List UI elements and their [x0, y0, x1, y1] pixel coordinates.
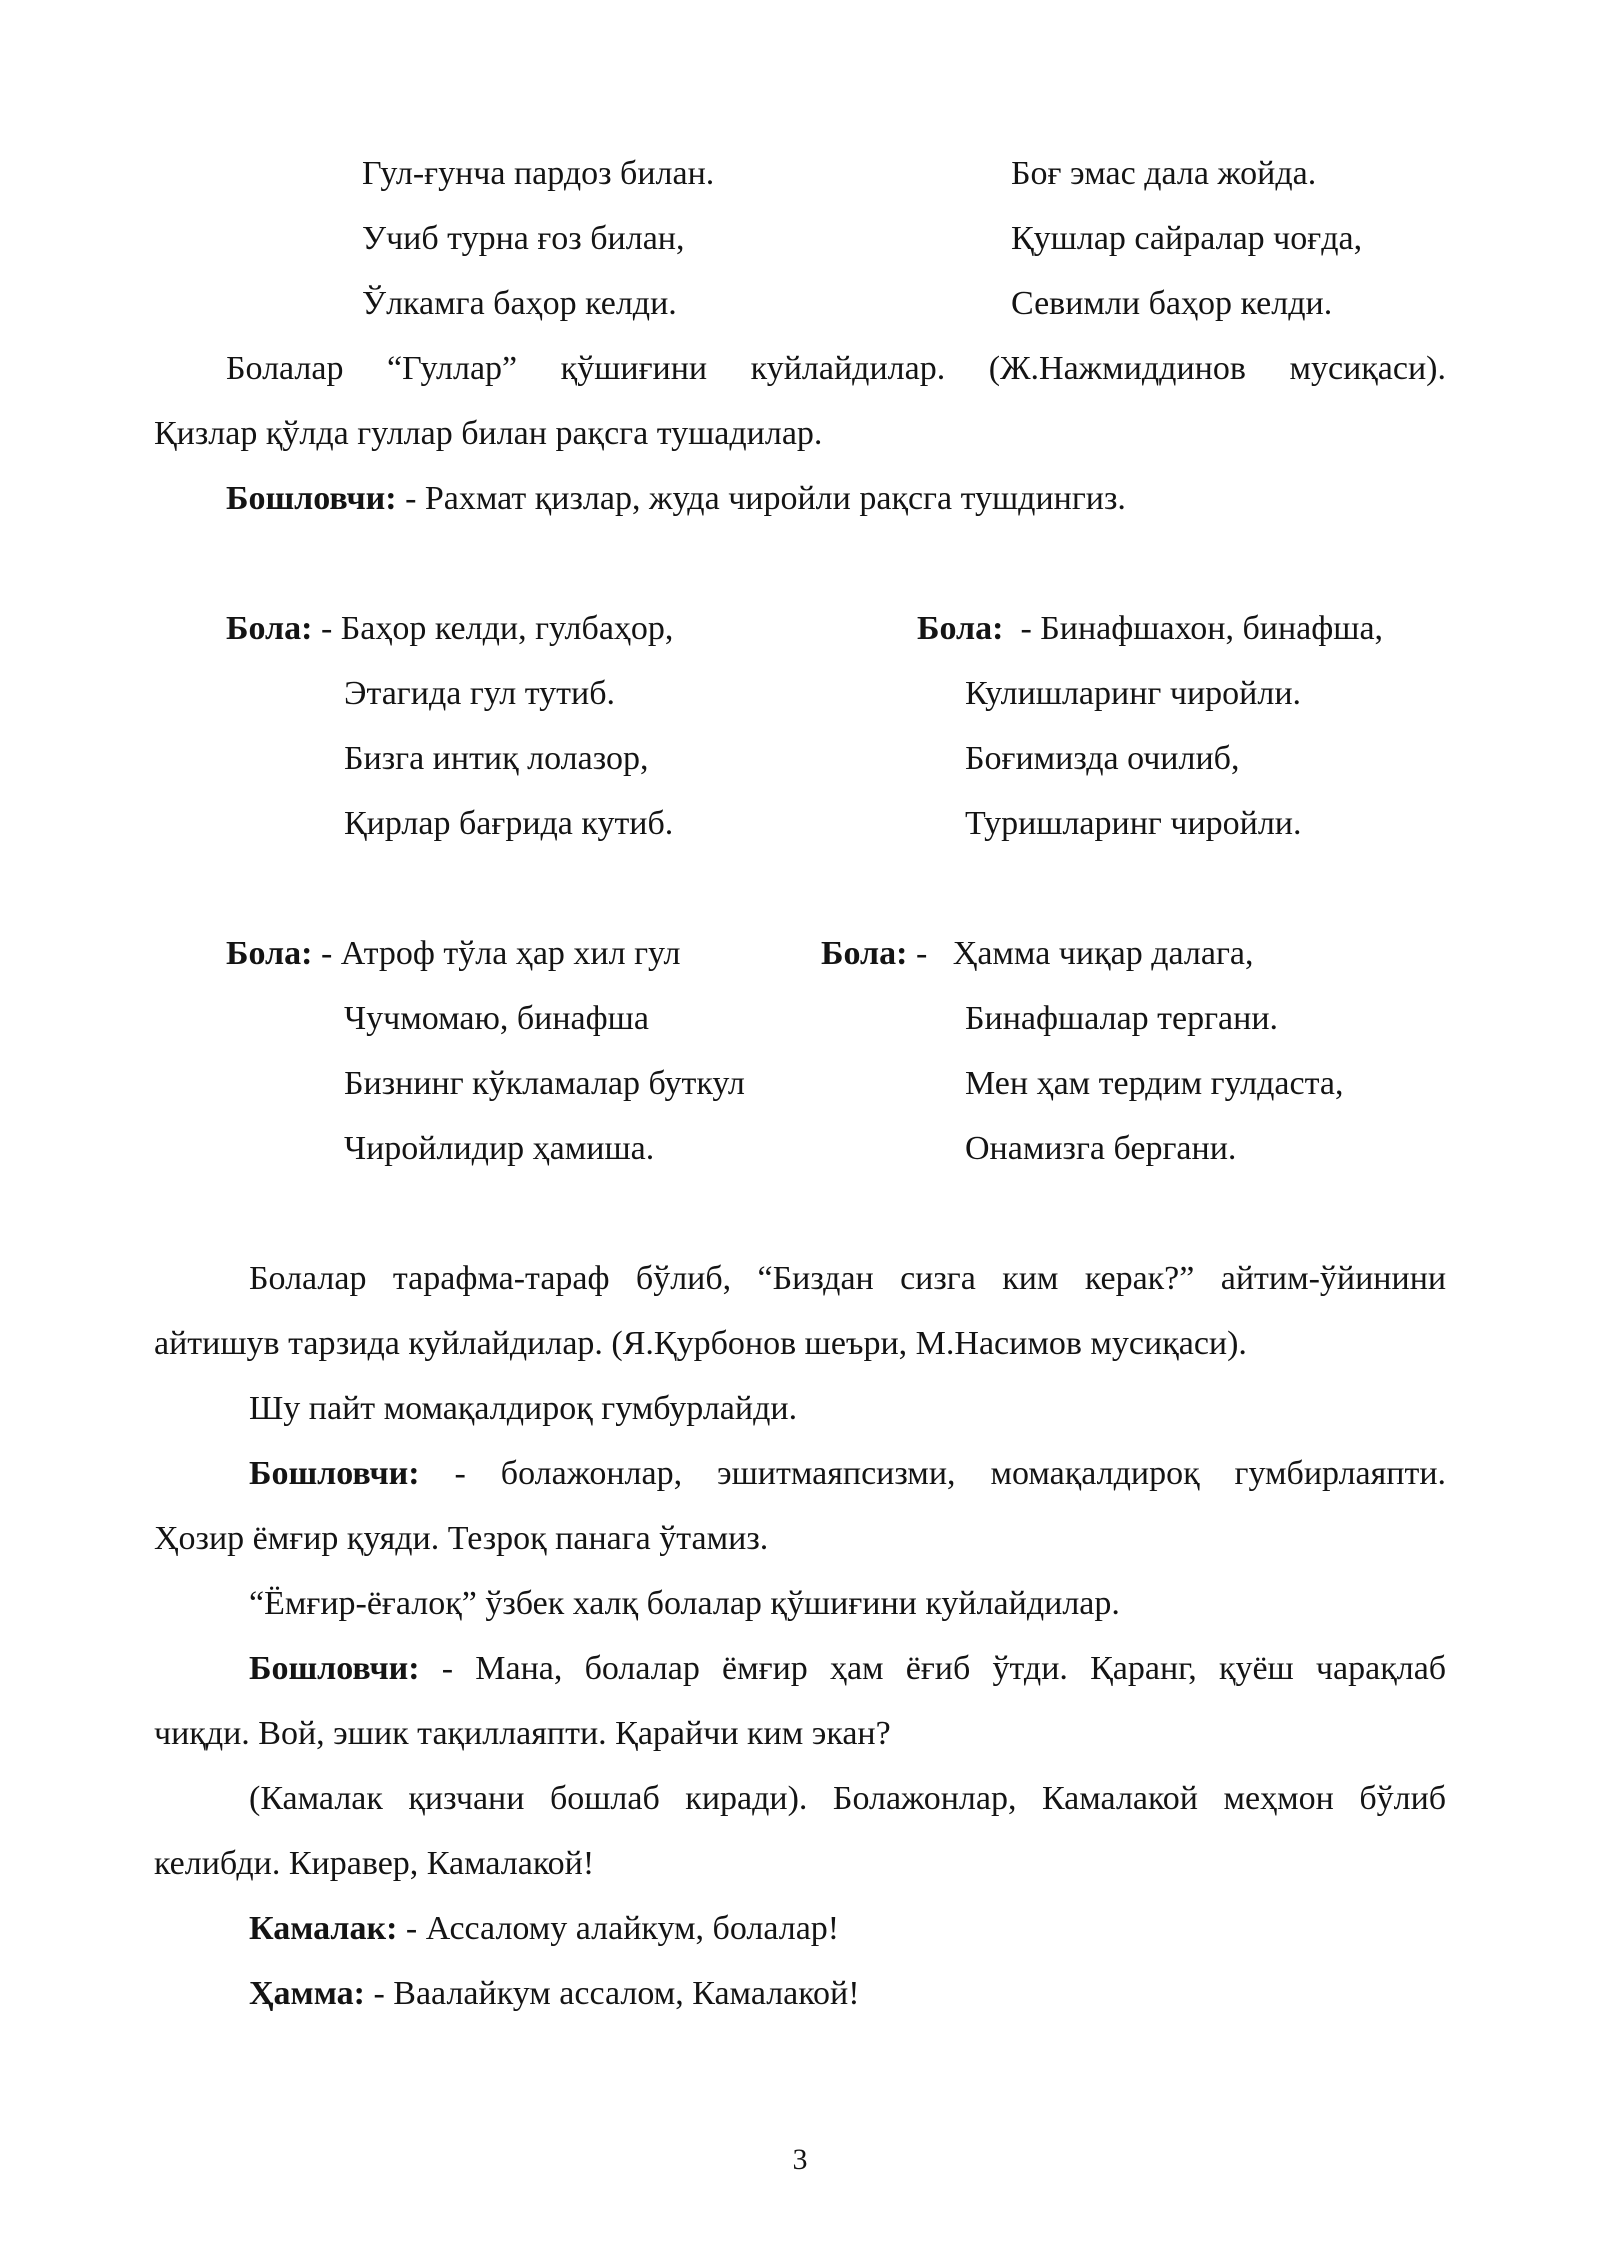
- verse-line: Онамизга бергани.: [965, 1130, 1237, 1167]
- verse-line: Чиройлидир ҳамиша.: [344, 1130, 655, 1167]
- verse-line: Мен ҳам тердим гулдаста,: [965, 1065, 1344, 1102]
- speaker-label: Бошловчи:: [226, 480, 397, 517]
- word: Болажонлар,: [832, 1780, 1017, 1817]
- word: (Камалак: [249, 1780, 383, 1817]
- verse-line: Кулишларинг чиройли.: [965, 675, 1302, 712]
- verse-text: - Атроф тўла ҳар хил гул: [312, 935, 681, 972]
- word: “Биздан: [757, 1260, 874, 1297]
- word: киради).: [685, 1780, 808, 1817]
- word: Камалакой: [1041, 1780, 1198, 1817]
- word: ёғиб: [905, 1650, 971, 1687]
- word: ёмғир: [722, 1650, 808, 1687]
- paragraph-rainbow-line-2: келибди. Киравер, Камалакой!: [154, 1845, 595, 1882]
- host-remark-3-line-1: [249, 1649, 1446, 1689]
- poem-1-right-line: Қушлар сайралар чоғда,: [1011, 220, 1363, 257]
- word: ўтди.: [992, 1650, 1068, 1687]
- speaker-label: Бола:: [821, 935, 908, 972]
- host-remark-2-line-2: Ҳозир ёмғир қуяди. Тезроқ панага ўтамиз.: [154, 1520, 769, 1557]
- word: мусиқаси).: [1289, 350, 1447, 387]
- word: ҳам: [829, 1650, 884, 1687]
- stanza-1-left-first-line: [226, 609, 673, 649]
- word: бошлаб: [549, 1780, 660, 1817]
- word: айтим-ўйинини: [1220, 1260, 1447, 1297]
- word: Болалар: [226, 350, 344, 387]
- speaker-label: Бола:: [226, 610, 313, 647]
- word: момақалдироқ: [990, 1455, 1200, 1492]
- word: Болалар: [249, 1260, 367, 1297]
- word: керак?”: [1084, 1260, 1195, 1297]
- speaker-label: Бола:: [917, 610, 1004, 647]
- verse-line: Этагида гул тутиб.: [344, 675, 616, 712]
- kamalak-remark: [249, 1909, 839, 1949]
- poem-1-left-line: Учиб турна ғоз билан,: [362, 220, 685, 257]
- word: тарафма-тараф: [392, 1260, 610, 1297]
- word: -: [441, 1650, 454, 1687]
- paragraph-rainbow-line-1: [249, 1779, 1446, 1819]
- paragraph-game-line-2: айтишув тарзида куйлайдилар. (Я.Қурбонов шеъри, М.Насимов мусиқаси).: [154, 1325, 1247, 1362]
- word: бўлиб: [1359, 1780, 1447, 1817]
- hamma-remark: [249, 1974, 860, 2014]
- word: Қаранг,: [1090, 1650, 1197, 1687]
- remark-text: - Ассалому алайкум, болалар!: [397, 1910, 840, 1947]
- paragraph-thunder: Шу пайт момақалдироқ гумбурлайди.: [249, 1390, 798, 1427]
- speaker-label: Ҳамма:: [249, 1975, 365, 2012]
- page-number: 3: [792, 2143, 808, 2176]
- verse-text: - Бинафшахон, бинафша,: [1003, 610, 1384, 647]
- poem-1-right-line: Севимли баҳор келди.: [1011, 285, 1333, 322]
- verse-text: - Ҳамма чиқар далага,: [907, 935, 1254, 972]
- word: (Ж.Нажмиддинов: [988, 350, 1246, 387]
- stanza-2-right-first-line: [821, 934, 1253, 974]
- verse-line: Туришларинг чиройли.: [965, 805, 1302, 842]
- speaker-label: Бошловчи:: [249, 1650, 420, 1687]
- verse-line: Боғимизда очилиб,: [965, 740, 1240, 777]
- speaker-label: Камалак:: [249, 1910, 398, 1947]
- word: сизга: [900, 1260, 976, 1297]
- remark-text: - Ваалайкум ассалом, Камалакой!: [364, 1975, 860, 2012]
- word: бўлиб,: [635, 1260, 732, 1297]
- poem-1-left-line: Ўлкамга баҳор келди.: [362, 285, 677, 322]
- word: қуёш: [1218, 1650, 1294, 1687]
- paragraph-rain-song: “Ёмғир-ёғалоқ” ўзбек халқ болалар қўшиғини куйлайдилар.: [249, 1585, 1120, 1622]
- word: куйлайдилар.: [750, 350, 946, 387]
- host-remark-1: [226, 479, 1126, 519]
- word: қўшиғини: [560, 350, 708, 387]
- poem-1-left-line: Гул-ғунча пардоз билан.: [362, 155, 715, 192]
- word: чарақлаб: [1315, 1650, 1447, 1687]
- verse-line: Бизнинг кўкламалар буткул: [344, 1065, 745, 1102]
- word: “Гуллар”: [387, 350, 518, 387]
- host-remark-3-line-2: чиқди. Вой, эшик тақиллаяпти. Қарайчи ким экан?: [154, 1715, 891, 1752]
- verse-line: Чучмомаю, бинафша: [344, 1000, 649, 1037]
- poem-1-right-line: Боғ эмас дала жойда.: [1011, 155, 1317, 192]
- word: меҳмон: [1223, 1780, 1334, 1817]
- word: қизчани: [408, 1780, 525, 1817]
- verse-line: Қирлар бағрида кутиб.: [344, 805, 674, 842]
- speaker-label: Бошловчи:: [249, 1455, 420, 1492]
- verse-line: Бинафшалар тергани.: [965, 1000, 1279, 1037]
- remark-text: - Рахмат қизлар, жуда чиройли рақсга тушдингиз.: [396, 480, 1126, 517]
- word: ким: [1002, 1260, 1059, 1297]
- paragraph-songs-line-2: Қизлар қўлда гуллар билан рақсга тушадилар.: [154, 415, 823, 452]
- stanza-1-right-first-line: [917, 609, 1383, 649]
- paragraph-game-line-1: [249, 1259, 1446, 1299]
- word: эшитмаяпсизми,: [717, 1455, 956, 1492]
- word: Мана,: [475, 1650, 563, 1687]
- speaker-label: Бола:: [226, 935, 313, 972]
- word: гумбирлаяпти.: [1234, 1455, 1447, 1492]
- word: болажонлар,: [500, 1455, 683, 1492]
- host-remark-2-line-1: [249, 1454, 1446, 1494]
- word: болалар: [584, 1650, 700, 1687]
- word: -: [454, 1455, 466, 1492]
- paragraph-songs-line-1: [226, 349, 1446, 389]
- verse-line: Бизга интиқ лолазор,: [344, 740, 649, 777]
- verse-text: - Баҳор келди, гулбаҳор,: [312, 610, 674, 647]
- stanza-2-left-first-line: [226, 934, 681, 974]
